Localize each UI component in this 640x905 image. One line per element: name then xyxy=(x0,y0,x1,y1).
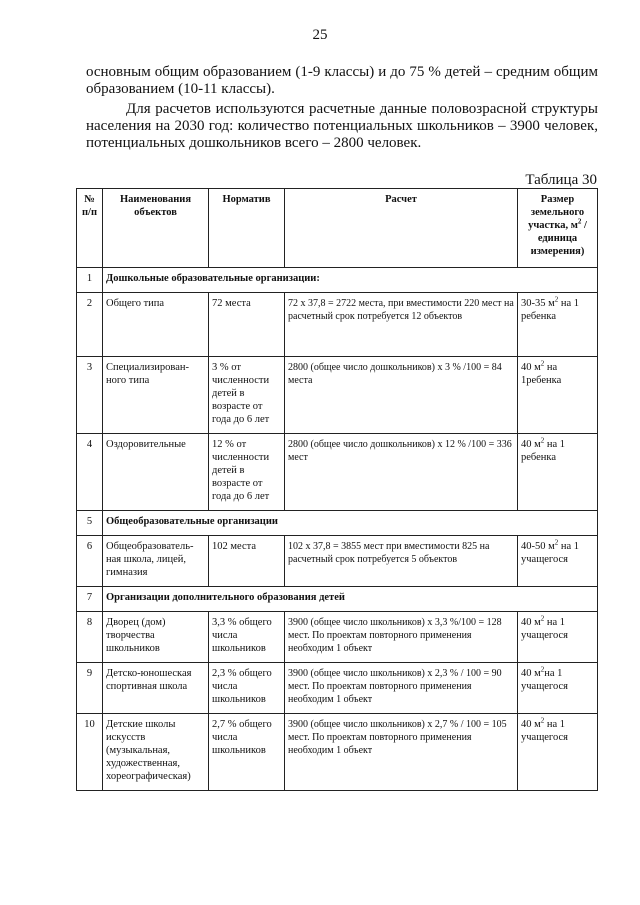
table-header-row xyxy=(77,189,598,268)
facility-name: Общеобразователь-ная школа, лицей, гимназия xyxy=(103,536,209,587)
table-row xyxy=(77,536,598,587)
row-num: 7 xyxy=(77,587,103,612)
facility-calc: 2800 (общее число дошкольников) х 12 % /100 = 336 мест xyxy=(285,434,518,511)
facility-size xyxy=(518,434,598,511)
facility-size xyxy=(518,357,598,434)
facility-size xyxy=(518,663,598,714)
header-name: Наименования объектов xyxy=(103,189,209,268)
size-value: 40 м xyxy=(521,617,541,628)
row-num: 6 xyxy=(77,536,103,587)
facility-name: Детские школы искусств (музыкальная, художественная, хореографическая) xyxy=(103,714,209,791)
calculation-paragraph: Для расчетов используются расчетные данные половозрасной структуры населения на 2030 год: количество потенциальных школьников – 3900 человек, потенциальных дошкольников всего – 2800 человек. xyxy=(86,101,598,151)
size-sup: 2 xyxy=(540,614,545,623)
row-num: 9 xyxy=(77,663,103,714)
size-unit: на 1 ребенка xyxy=(521,298,580,322)
section-title: Дошкольные образовательные организации: xyxy=(103,268,598,293)
table-row xyxy=(77,357,598,434)
row-num: 8 xyxy=(77,612,103,663)
page-number: 25 xyxy=(312,27,328,43)
size-value: 30-35 м xyxy=(521,298,555,309)
size-sup: 2 xyxy=(540,359,545,368)
size-value: 40 м xyxy=(521,668,541,679)
section-title: Организации дополнительного образования детей xyxy=(103,587,598,612)
table-row xyxy=(77,663,598,714)
size-sup: 2 xyxy=(540,665,545,674)
facility-calc: 72 х 37,8 = 2722 места, при вместимости 220 мест на расчетный срок потребуется 12 объектов xyxy=(285,293,518,357)
header-size-unit: / единица измерения) xyxy=(530,220,587,257)
facility-calc: 3900 (общее число школьников) х 3,3 %/100 = 128 мест. По проектам повторного применения необходим 1 объект xyxy=(285,612,518,663)
intro-paragraph: основным общим образованием (1-9 классы) и до 75 % детей – средним общим образованием (10-11 классы). xyxy=(86,64,598,97)
facilities-table xyxy=(76,188,598,791)
table-row xyxy=(77,293,598,357)
size-unit: на 1 учащегося xyxy=(521,719,568,743)
header-calc: Расчет xyxy=(285,189,518,268)
facility-size xyxy=(518,293,598,357)
row-num: 2 xyxy=(77,293,103,357)
size-unit: на 1 учащегося xyxy=(521,617,568,641)
size-sup: 2 xyxy=(540,716,545,725)
facility-size xyxy=(518,536,598,587)
size-value: 40-50 м xyxy=(521,541,555,552)
table-section-row xyxy=(77,511,598,536)
section-title: Общеобразовательные организации xyxy=(103,511,598,536)
facility-calc: 3900 (общее число школьников) х 2,7 % / 100 = 105 мест. По проектам повторного применения необходим 1 объект xyxy=(285,714,518,791)
size-sup: 2 xyxy=(554,538,559,547)
table-caption: Таблица 30 xyxy=(525,172,597,188)
table-row xyxy=(77,612,598,663)
header-size-sup: 2 xyxy=(577,217,582,226)
table-row xyxy=(77,434,598,511)
size-sup: 2 xyxy=(554,295,559,304)
facility-calc: 3900 (общее число школьников) х 2,3 % / 100 = 90 мест. По проектам повторного применения необходим 1 объект xyxy=(285,663,518,714)
row-num: 3 xyxy=(77,357,103,434)
facility-size xyxy=(518,612,598,663)
facility-norm: 12 % от численности детей в возрасте от года до 6 лет xyxy=(209,434,285,511)
size-unit: на 1ребенка xyxy=(521,362,562,386)
row-num: 4 xyxy=(77,434,103,511)
facility-size xyxy=(518,714,598,791)
table-section-row xyxy=(77,268,598,293)
row-num: 5 xyxy=(77,511,103,536)
facility-norm: 3,3 % общего числа школьников xyxy=(209,612,285,663)
facility-calc: 2800 (общее число дошкольников) х 3 % /100 = 84 места xyxy=(285,357,518,434)
header-size-text: Размер земельного участка, м xyxy=(528,194,585,231)
facility-norm: 3 % от численности детей в возрасте от года до 6 лет xyxy=(209,357,285,434)
header-norm: Норматив xyxy=(209,189,285,268)
facility-name: Специализирован-ного типа xyxy=(103,357,209,434)
size-unit: на 1 учащегося xyxy=(521,541,580,565)
facility-name: Оздоровительные xyxy=(103,434,209,511)
size-unit: на 1 учащегося xyxy=(521,668,568,692)
row-num: 1 xyxy=(77,268,103,293)
facility-norm: 72 места xyxy=(209,293,285,357)
size-value: 40 м xyxy=(521,362,541,373)
table-section-row xyxy=(77,587,598,612)
facility-name: Дворец (дом) творчества школьников xyxy=(103,612,209,663)
facility-norm: 2,7 % общего числа школьников xyxy=(209,714,285,791)
table-row xyxy=(77,714,598,791)
facility-calc: 102 х 37,8 = 3855 мест при вместимости 825 на расчетный срок потребуется 5 объектов xyxy=(285,536,518,587)
size-value: 40 м xyxy=(521,439,541,450)
size-unit: на 1 ребенка xyxy=(521,439,566,463)
size-sup: 2 xyxy=(540,436,545,445)
header-num: № п/п xyxy=(77,189,103,268)
facility-norm: 2,3 % общего числа школьников xyxy=(209,663,285,714)
row-num: 10 xyxy=(77,714,103,791)
facility-name: Общего типа xyxy=(103,293,209,357)
size-value: 40 м xyxy=(521,719,541,730)
facility-name: Детско-юношеская спортивная школа xyxy=(103,663,209,714)
header-size xyxy=(518,189,598,268)
facility-norm: 102 места xyxy=(209,536,285,587)
